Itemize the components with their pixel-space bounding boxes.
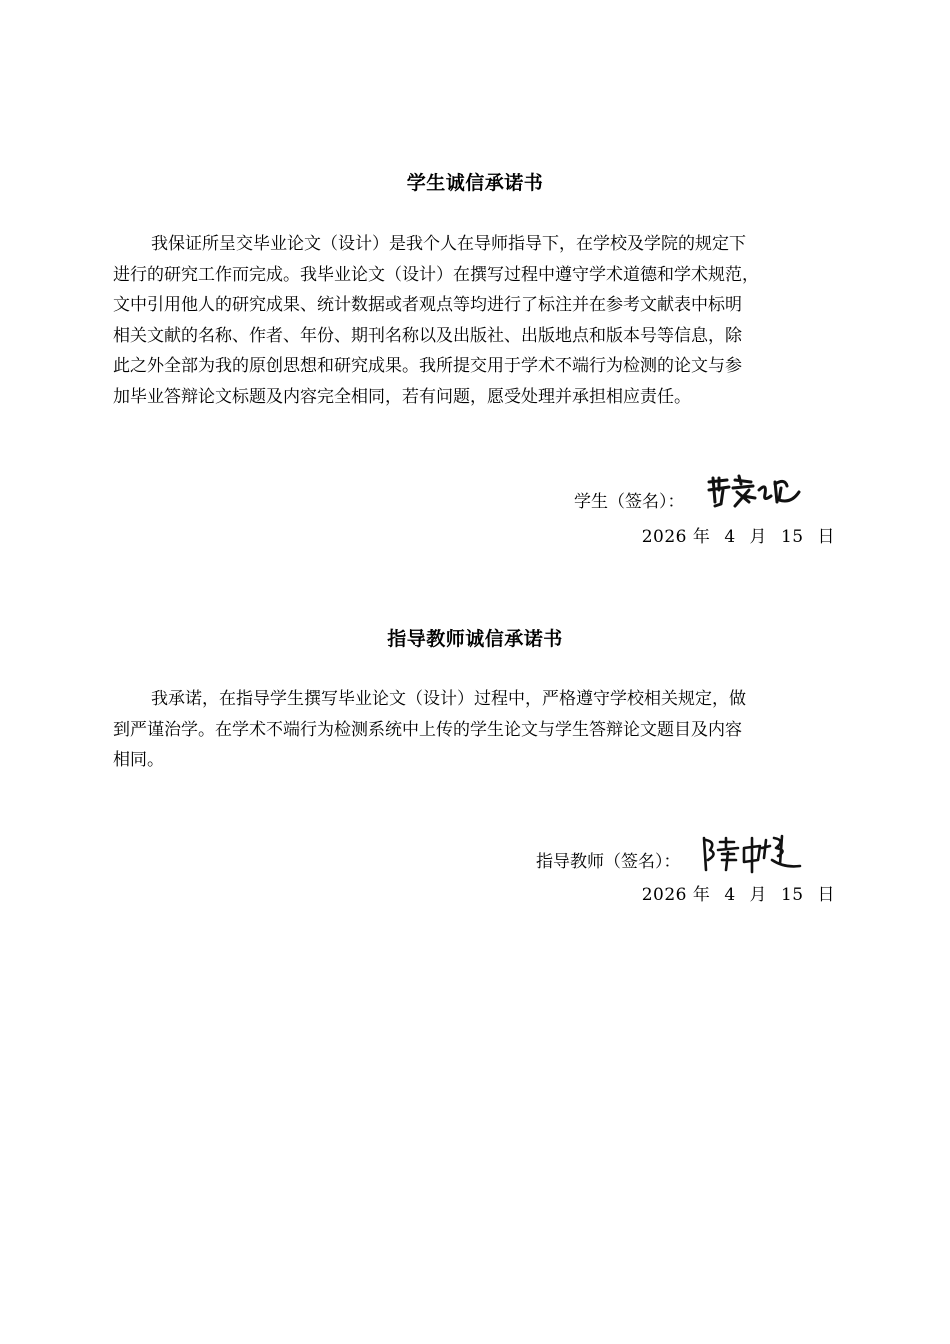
advisor-pledge-paragraph [113,684,835,776]
advisor-date-year: 2026 [641,885,687,905]
student-date-month: 4 [724,527,736,547]
advisor-pledge-line: 我承诺，在指导学生撰写毕业论文（设计）过程中，严格遵守学校相关规定，做 [151,689,746,709]
advisor-pledge-title: 指导教师诚信承诺书 [387,628,563,650]
student-signature-image [705,472,805,512]
advisor-date [642,880,835,905]
advisor-signature-label: 指导教师（签名）： [536,852,681,872]
advisor-date-day-unit: 日 [817,885,835,905]
student-pledge-line: 我保证所呈交毕业论文（设计）是我个人在导师指导下，在学校及学院的规定下 [151,234,746,254]
advisor-date-month-unit: 月 [749,885,768,905]
student-pledge-line: 相关文献的名称、作者、年份、期刊名称以及出版社、出版地点和版本号等信息，除 [113,325,742,346]
student-date [642,522,835,547]
advisor-pledge-line: 相同。 [113,750,164,770]
student-pledge-line: 文中引用他人的研究成果、统计数据或者观点等均进行了标注并在参考文献表中标明 [113,295,742,315]
student-date-day: 15 [780,527,804,547]
student-date-month-unit: 月 [749,527,768,547]
student-signature-label: 学生（签名）： [574,492,685,512]
advisor-date-year-unit: 年 [692,885,711,905]
advisor-pledge-line: 到严谨治学。在学术不端行为检测系统中上传的学生论文与学生答辩论文题目及内容 [113,719,742,740]
student-pledge-title: 学生诚信承诺书 [406,172,544,194]
student-pledge-line: 加毕业答辩论文标题及内容完全相同，若有问题，愿受处理并承担相应责任。 [113,386,691,407]
student-date-year-unit: 年 [692,527,711,547]
student-date-year: 2026 [641,527,687,547]
advisor-date-day: 15 [780,885,804,905]
advisor-signature-image [700,834,804,874]
student-pledge-paragraph [113,229,835,412]
student-pledge-line: 此之外全部为我的原创思想和研究成果。我所提交用于学术不端行为检测的论文与参 [113,356,742,376]
student-pledge-line: 进行的研究工作而完成。我毕业论文（设计）在撰写过程中遵守学术道德和学术规范， [113,264,759,285]
student-date-day-unit: 日 [817,527,835,547]
advisor-date-month: 4 [724,885,736,905]
